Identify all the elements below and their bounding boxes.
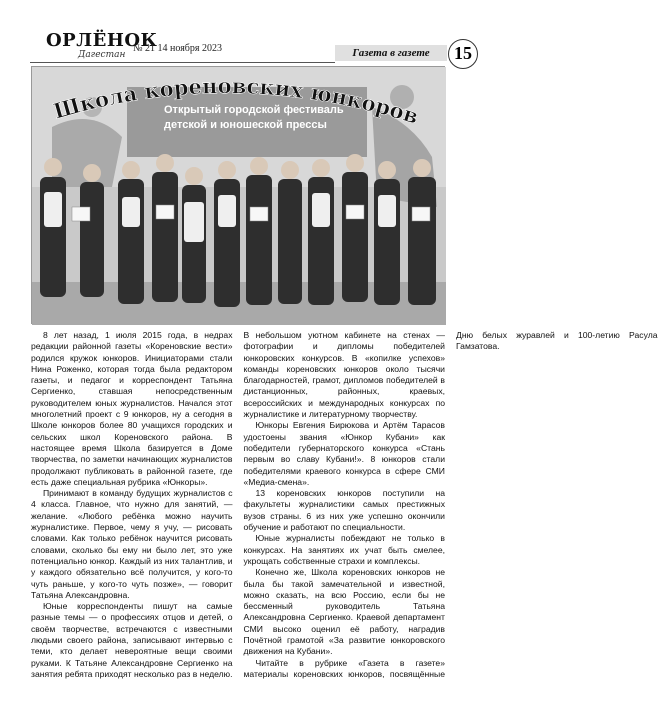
paragraph: Принимают в команду будущих журналистов с 4 класса. Главное, что нужно для занятий, — желание. «Любого ребёнка можно научить журналистике. Первое, чему я учу, — рисовать словами. Как только ребёнок научится рисовать словами, сколько бы ему ни было лет, это уже потенциально юнкор. Каждый из них талантлив, и у каждого обязательно всё получится, у кого-то чуть раньше, у кого-то чуть позже», — говорит Татьяна Александровна. [31,488,233,600]
paragraph: 8 лет назад, 1 июля 2015 года, в недрах редакции районной газеты «Кореновские вести» родился кружок юнкоров. Инициаторами стали Нина Роженко, которая тогда была редактором газеты, и педагог и корреспондент Татьяна Сергиенко, ставшая непосредственным руководителем юных журналистов. Начался этот многолетний проект с 9 юнкоров, ну а сегодня в Школе юнкоров более 80 учащихся городских и сельских школ Кореновского района. В настоящее время Школа базируется в Доме творчества, по заметки начинающих журналистов продолжают публиковать в районной газете, где есть даже специальная рубрика «Юнкоры». [31,330,233,487]
paragraph: Юные корреспонденты пишут на самые разные темы — о профессиях отцов и детей, о своём творчестве, встречаются с известными людьми своего района, записывают интервью с теми, кто делает невероятные вещи своими руками. К Татьяне Александровне Сергиенко на занятия ребята приходят несколько раз в неделю. В небольшом уютном кабинете на стенах — фотографии и дипломы победителей юнкоровских конкурсов. В «копилке успехов» команды кореновских юнкоров около тысячи благодарностей, грамот, дипломов победителей в дистанционных, районных, краевых, всероссийских и международных конкурсах по журналистике и литературному творчеству. [31,330,445,679]
page-number: 15 [448,39,478,69]
paragraph: Читайте в рубрике «Газета в газете» материалы кореновских юнкоров, посвящённые Дню белых журавлей и 100-летию Расула Гамзатова. [243,330,658,679]
article-body [31,330,658,682]
paragraph: Юные журналисты побеждают не только в конкурсах. На занятиях их учат быть смелее, укрощать собственные страхи и комплексы. [243,533,445,566]
masthead [30,24,475,64]
logo-title: ОРЛЁНОК [46,30,158,51]
banner-line-2: детской и юношеской прессы [164,119,327,131]
paragraph: 13 кореновских юнкоров поступили на факультеты журналистики самых престижных вузов страны. 6 из них уже успешно окончили обучение и работают по специальности. [243,488,445,533]
newspaper-logo [30,24,158,64]
photo-headline [46,71,446,141]
paragraph: Юнкоры Евгения Бирюкова и Артём Тарасов удостоены звания «Юнкор Кубани» как победители губернаторского конкурса «Стань первым во славу Кубани!». 8 юнкоров стали победителями краевого конкурса в сфере СМИ «Медиа-смена». [243,420,445,487]
group-photo [31,66,445,324]
paragraph: Конечно же, Школа кореновских юнкоров не была бы такой замечательной и известной, можно сказать, на всю Россию, если бы не бессменный руководитель Татьяна Александровна Сергиенко. Краевой департамент СМИ высоко оценил её работу, наградив Почётной грамотой «За развитие юнкоровского движения на Кубани». [243,567,445,657]
headline-text: Школа кореновских юнкоров [50,73,422,129]
issue-info: № 21 14 ноября 2023 [133,43,222,54]
banner-line-1: Открытый городской фестиваль [164,104,344,116]
headline-curve [46,71,446,151]
header-rule [30,62,335,63]
logo-subtitle: Дагестан [78,50,126,60]
section-label: Газета в газете [335,45,447,61]
